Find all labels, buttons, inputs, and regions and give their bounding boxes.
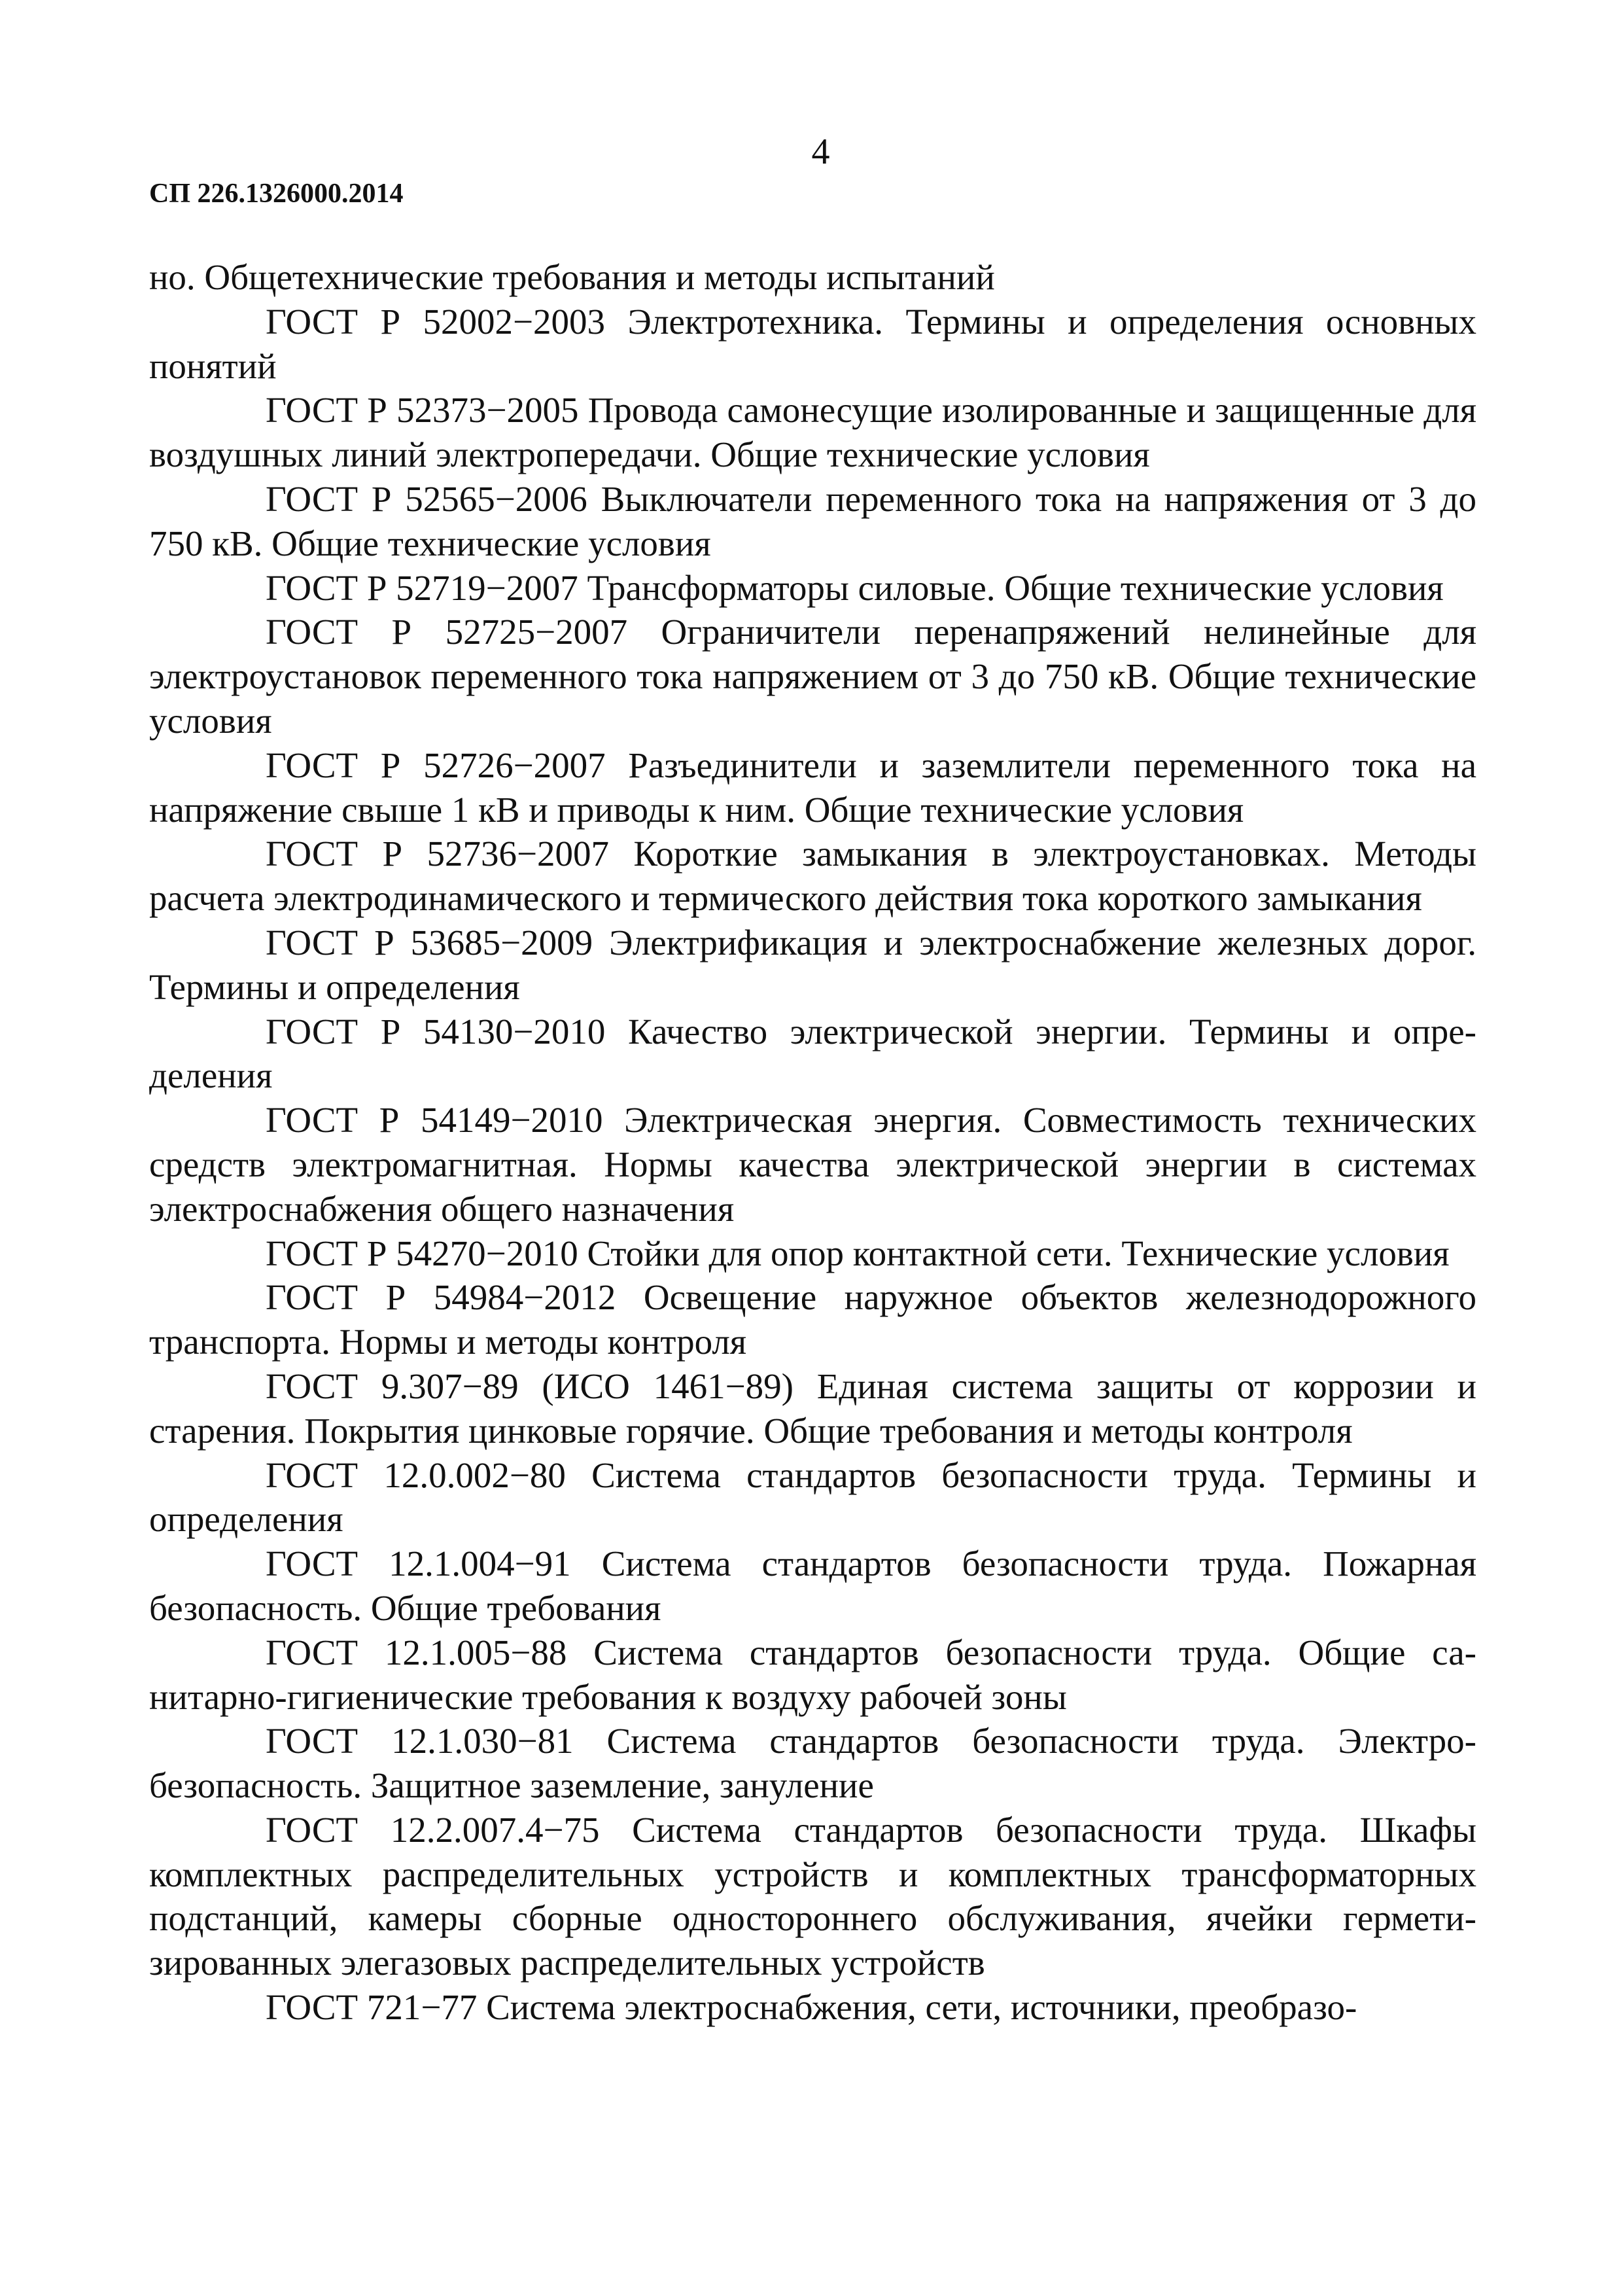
document-code: СП 226.1326000.2014	[149, 179, 404, 209]
reference-entry: ГОСТ Р 53685−2009 Электрификация и электроснабжение железных дорог. Термины и определения	[149, 922, 1476, 1007]
reference-entry: ГОСТ Р 54270−2010 Стойки для опор контактной сети. Технические условия	[266, 1233, 1450, 1273]
reference-entry: ГОСТ Р 52719−2007 Трансформаторы силовые. Общие технические условия	[266, 567, 1444, 608]
reference-entry: ГОСТ 12.2.007.4−75 Система стандартов безопасности труда. Шкафы комплектных распределительных устройств и комплектных трансформаторных подстанций, камеры сборные одностороннего обслуживания, ячейки герметизированных элегазовых распределительных устройств	[149, 1809, 1476, 1983]
reference-entry: ГОСТ 721−77 Система электроснабжения, сети, источники, преобразо-	[266, 1987, 1357, 2028]
reference-entry: ГОСТ Р 52565−2006 Выключатели переменного тока на напряжения от 3 до 750 кВ. Общие технические условия	[149, 478, 1476, 563]
reference-entry: ГОСТ Р 52736−2007 Короткие замыкания в электроустановках. Методы расчета электродинамического и термического действия тока короткого замыкания	[149, 834, 1476, 919]
page-body	[149, 255, 1476, 2030]
reference-entry: ГОСТ 12.0.002−80 Система стандартов безопасности труда. Термины и определения	[149, 1455, 1476, 1540]
reference-entry: ГОСТ 12.1.005−88 Система стандартов безопасности труда. Общие санитарно-гигиенические требования к воздуху рабочей зоны	[149, 1632, 1476, 1717]
reference-entry: ГОСТ Р 54130−2010 Качество электрической энергии. Термины и определения	[149, 1011, 1476, 1096]
reference-entry: ГОСТ 12.1.004−91 Система стандартов безопасности труда. Пожарная безопасность. Общие требования	[149, 1544, 1476, 1628]
reference-entry: ГОСТ Р 52726−2007 Разъединители и заземлители переменного тока на напряжение свыше 1 кВ и приводы к ним. Общие технические условия	[149, 745, 1476, 830]
reference-entry: ГОСТ Р 54984−2012 Освещение наружное объектов железнодорожного транспорта. Нормы и методы контроля	[149, 1277, 1476, 1362]
reference-entry: ГОСТ Р 52373−2005 Провода самонесущие изолированные и защищенные для воздушных линий электропередачи. Общие технические условия	[149, 390, 1476, 475]
reference-entry: ГОСТ 12.1.030−81 Система стандартов безопасности труда. Электробезопасность. Защитное заземление, зануление	[149, 1721, 1476, 1806]
reference-entry: ГОСТ Р 52002−2003 Электротехника. Термины и определения основных понятий	[149, 301, 1476, 386]
reference-entry: ГОСТ 9.307−89 (ИСО 1461−89) Единая система защиты от коррозии и старения. Покрытия цинковые горячие. Общие требования и методы контроля	[149, 1366, 1476, 1451]
reference-entry: ГОСТ Р 52725−2007 Ограничители перенапряжений нелинейные для электроустановок переменного тока напряжением от 3 до 750 кВ. Общие технические условия	[149, 612, 1476, 741]
continuation-text: но. Общетехнические требования и методы испытаний	[149, 257, 995, 297]
page-number: 4	[811, 132, 830, 172]
reference-entry: ГОСТ Р 54149−2010 Электрическая энергия. Совместимость технических средств электромагнитная. Нормы качества электрической энергии в системах электроснабжения общего назначения	[149, 1100, 1476, 1229]
